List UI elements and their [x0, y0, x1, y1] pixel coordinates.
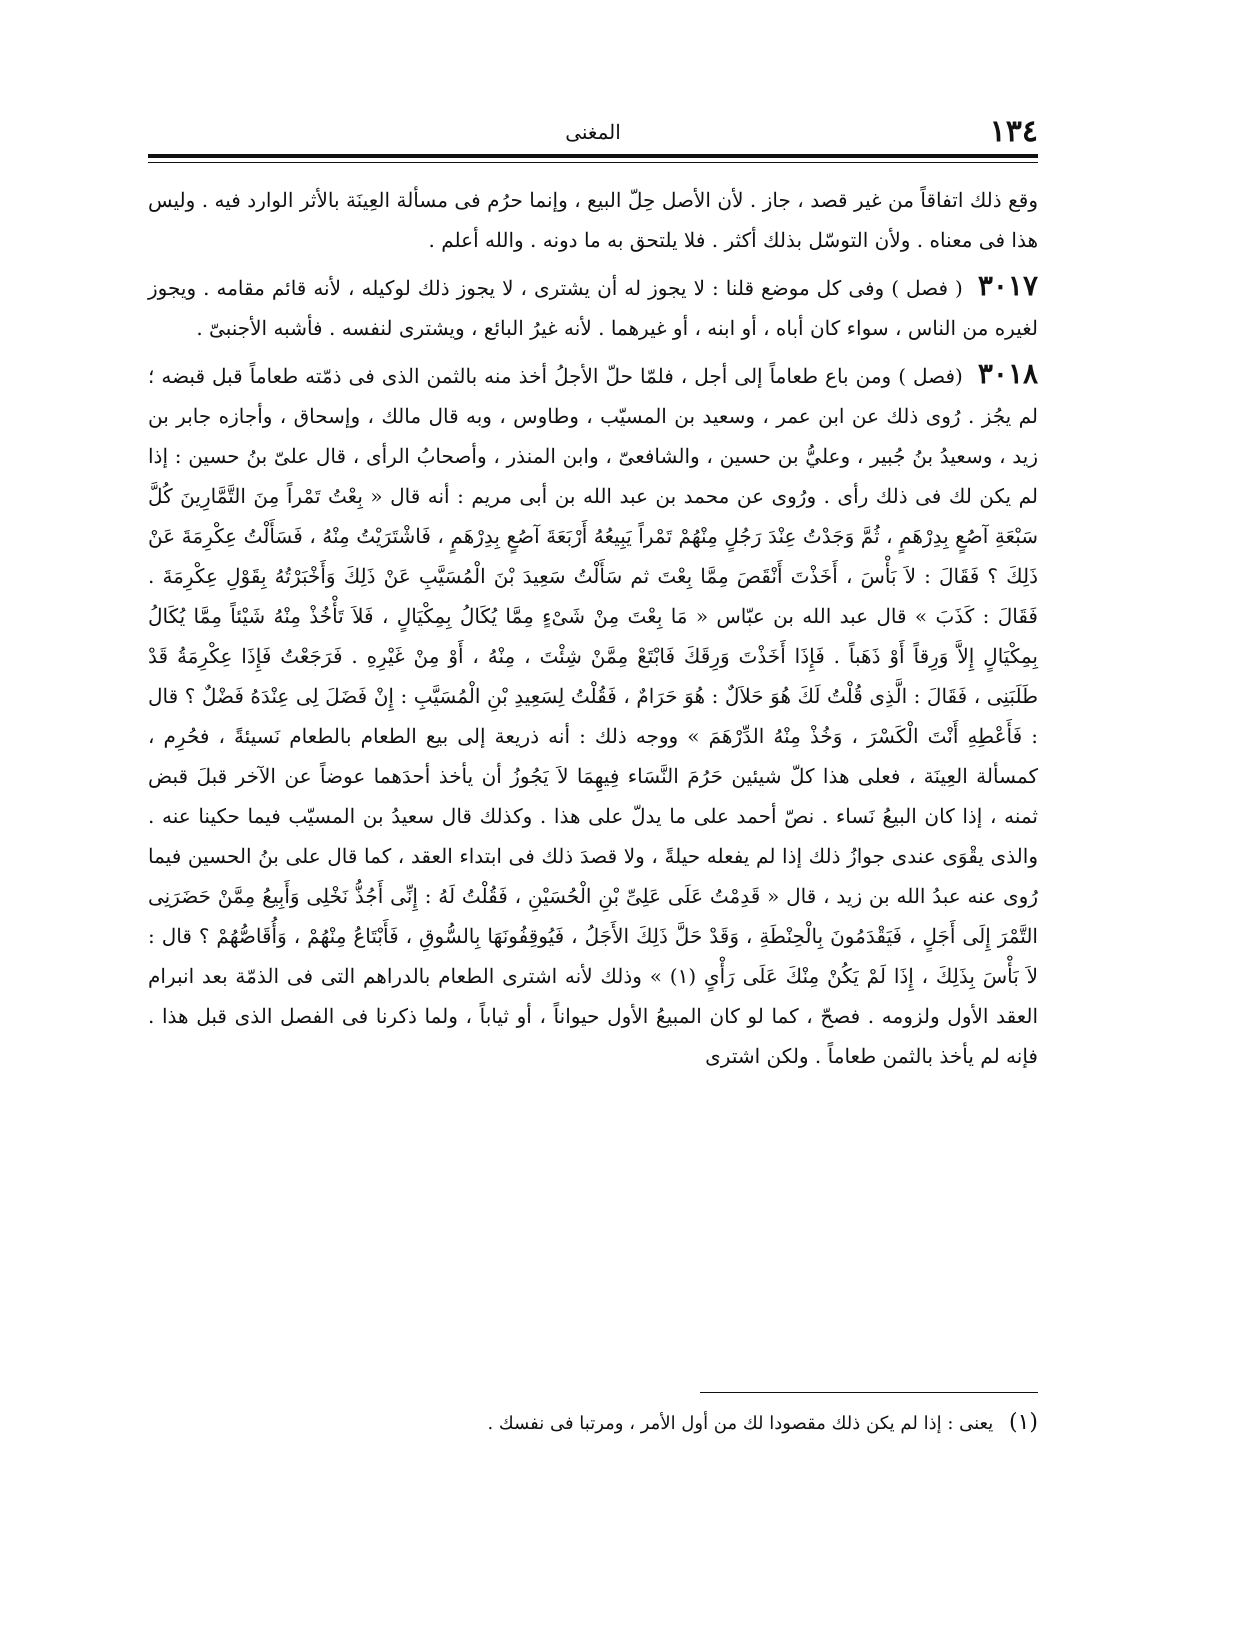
footnote	[148, 1408, 1038, 1439]
paragraph-2-text: ( فصل ) وفى كل موضع قلنا : لا يجوز له أن يشترى ، لا يجوز ذلك لوكيله ، لأنه قائم مقامه . ويجوز لغيره من الناس ، سواء كان أباه ، أو ابنه ، أو غيرهما . لأنه غيرُ البائع ، ويشترى لنفسه . فأشبه الأجنبىّ .	[148, 276, 1038, 340]
footnote-mark: (١)	[1008, 1410, 1038, 1435]
paragraph-1: وقع ذلك اتفاقاً من غير قصد ، جاز . لأن الأصل حِلّ البيع ، وإنما حرُم فى مسألة العِينَة بالأثر الوارد فيه . وليس هذا فى معناه . ولأن التوسّل بذلك أكثر . فلا يلتحق به ما دونه . والله أعلم .	[148, 188, 1038, 252]
running-title: المغنى	[565, 120, 621, 144]
page-number: ١٣٤	[989, 114, 1038, 149]
paragraph-2	[148, 266, 1038, 348]
main-text	[148, 180, 1038, 1082]
page-header	[148, 110, 1038, 158]
section-number-3017: ٣٠١٧	[977, 269, 1038, 302]
paragraph-3	[148, 354, 1038, 1076]
footnote-rule	[700, 1392, 1038, 1393]
header-rule	[148, 154, 1038, 158]
header-rule-thin	[148, 162, 1038, 163]
footnote-text: يعنى : إذا لم يكن ذلك مقصودا لك من أول الأمر ، ومرتبا فى نفسك .	[487, 1413, 994, 1434]
paragraph-3-text: (فصل ) ومن باع طعاماً إلى أجل ، فلمّا حلّ الأجلُ أخذ منه بالثمن الذى فى ذمّته طعاماً قبل قبضه ؛ لم يجُز . رُوى ذلك عن ابن عمر ، وسعيد بن المسيّب ، وطاوس ، وبه قال مالك ، وإسحاق ، وأجازه جابر بن زيد ، وسعيدُ بنُ جُبير ، وعليُّ بن حسين ، والشافعىّ ، وابن المنذر ، وأصحابُ الرأى ، قال علىّ بنُ حسين : إذا لم يكن لك فى ذلك رأى . ورُوى عن محمد بن عبد الله بن أبى مريم : أنه قال « بِعْتُ تَمْراً مِنَ التَّمَّارِينَ كُلَّ سَبْعَةِ آصُعٍ بِدِرْهَمٍ ، ثُمَّ وَجَدْتُ عِنْدَ رَجُلٍ مِنْهُمْ تَمْراً يَبِيعُهُ أَرْبَعَةَ آصُعٍ بِدِرْهَمٍ ، فَاشْتَرَيْتُ مِنْهُ ، فَسَأَلْتُ عِكْرِمَةَ عَنْ ذَلِكَ ؟ فَقَالَ : لاَ بَأْسَ ، أَخَذْتَ أَنْقَصَ مِمَّا بِعْتَ ثم سَأَلْتُ سَعِيدَ بْنَ الْمُسَيَّبِ عَنْ ذَلِكَ وَأَخْبَرْتُهُ بِقَوْلِ عِكْرِمَةَ . فَقَالَ : كَذَبَ » قال عبد الله بن عبّاس « مَا بِعْتَ مِنْ شَىْءٍ مِمَّا يُكَالُ بِمِكْيَالٍ ، فَلاَ تَأْخُذْ مِنْهُ شَيْئاً مِمَّا يُكَالُ بِمِكْيَالٍ إِلاَّ وَرِقاً أَوْ ذَهَباً . فَإِذَا أَخَذْتَ وَرِقَكَ فَابْتَعْ مِمَّنْ شِئْتَ ، مِنْهُ ، أَوْ مِنْ غَيْرِهِ . فَرَجَعْتُ فَإِذَا عِكْرِمَةُ قَدْ طَلَبَنِى ، فَقَالَ : الَّذِى قُلْتُ لَكَ هُوَ حَلاَلٌ : هُوَ حَرَامٌ ، فَقُلْتُ لِسَعِيدِ بْنِ الْمُسَيَّبِ : إِنْ فَضَلَ لِى عِنْدَهُ فَضْلٌ ؟ قال : فَأَعْطِهِ أَنْتَ الْكَسْرَ ، وَخُذْ مِنْهُ الدِّرْهَمَ » ووجه ذلك : أنه ذريعة إلى بيع الطعام بالطعام نَسيئةً ، فحُرِم ، كمسألة العِينَة ، فعلى هذا كلّ شيئين حَرُمَ النَّسَاء فِيهِمَا لاَ يَجُوزُ أن يأخذ أحدَهما عوضاً عن الآخر قبلَ قبض ثمنه ، إذا كان البيعُ نَساء . نصّ أحمد على ما يدلّ على هذا . وكذلك قال سعيدُ بن المسيّب فيما حكينا عنه . والذى يقْوَى عندى جوازُ ذلك إذا لم يفعله حيلةً ، ولا قصدَ ذلك فى ابتداء العقد ، كما قال على بنُ الحسين فيما رُوى عنه عبدُ الله بن زيد ، قال « قَدِمْتُ عَلَى عَلِىِّ بْنِ الْحُسَيْنِ ، فَقُلْتُ لَهُ : إِنِّى أَجُذُّ نَخْلِى وَأَبِيعُ مِمَّنْ حَضَرَنِى التَّمْرَ إِلَى أَجَلٍ ، فَيَقْدَمُونَ بِالْحِنْطَةِ ، وَقَدْ حَلَّ ذَلِكَ الأَجَلُ ، فَيُوقِفُونَهَا بِالسُّوقِ ، فَأَبْتَاعُ مِنْهُمْ ، وَأُقَاصُّهُمْ ؟ قال : لاَ بَأْسَ بِذَلِكَ ، إِذَا لَمْ يَكُنْ مِنْكَ عَلَى رَأْىٍ (١) » وذلك لأنه اشترى الطعام بالدراهم التى فى الذمّة بعد انبرام العقد الأول ولزومه . فصحّ ، كما لو كان المبيعُ الأول حيواناً ، أو ثياباً ، ولما ذكرنا فى الفصل الذى قبل هذا . فإنه لم يأخذ بالثمن طعاماً . ولكن اشترى	[148, 364, 1038, 1068]
section-number-3018: ٣٠١٨	[977, 357, 1039, 390]
